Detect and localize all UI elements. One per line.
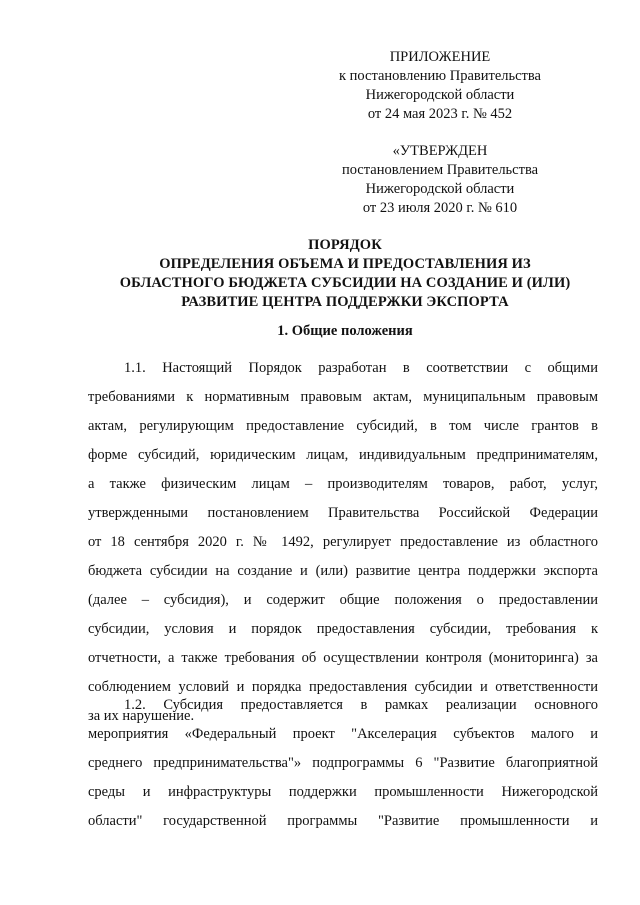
paragraph-line: требованиями к нормативным правовым актам, муниципальным правовым	[88, 389, 598, 405]
paragraph-line: 1.2. Субсидия предоставляется в рамках реализации основного	[124, 697, 598, 713]
paragraph-line: среднего предпринимательства"» подпрограммы 6 "Развитие благоприятной	[88, 755, 598, 771]
approved-region: Нижегородской области	[365, 181, 515, 197]
appendix-decree-ref: к постановлению Правительства	[339, 68, 541, 84]
paragraph-line: за их нарушение.	[88, 708, 195, 724]
title-line: РАЗВИТИЕ ЦЕНТРА ПОДДЕРЖКИ ЭКСПОРТА	[181, 294, 509, 310]
appendix-date-number: от 24 мая 2023 г. № 452	[367, 106, 513, 122]
paragraph-line: соблюдением условий и порядка предоставления субсидии и ответственности	[88, 679, 598, 695]
paragraph-line: отчетности, а также требования об осуществлении контроля (мониторинга) за	[88, 650, 598, 666]
approved-decree-ref: постановлением Правительства	[341, 162, 539, 178]
approved-block	[320, 142, 560, 218]
paragraph-line: бюджета субсидии на создание и (или) развитие центра поддержки экспорта	[88, 563, 598, 579]
approved-date-number: от 23 июля 2020 г. № 610	[362, 200, 518, 216]
section-heading: 1. Общие положения	[277, 323, 413, 339]
paragraph-line: форме субсидий, юридическим лицам, индивидуальным предпринимателям,	[88, 447, 598, 463]
appendix-block	[320, 48, 560, 124]
paragraph-line: субсидии, условия и порядок предоставления субсидии, требования к	[88, 621, 598, 637]
paragraph-line: актам, регулирующим предоставление субсидий, в том числе грантов в	[88, 418, 598, 434]
paragraph-line: среды и инфраструктуры поддержки промышленности Нижегородской	[88, 784, 598, 800]
paragraph-line: утвержденными постановлением Правительства Российской Федерации	[88, 505, 598, 521]
paragraph-line: мероприятия «Федеральный проект "Акселерация субъектов малого и	[88, 726, 598, 742]
paragraph-line: от 18 сентября 2020 г. № 1492, регулирует предоставление из областного	[88, 534, 598, 550]
approved-label: «УТВЕРЖДЕН	[392, 143, 488, 159]
title-line: ОПРЕДЕЛЕНИЯ ОБЪЕМА И ПРЕДОСТАВЛЕНИЯ ИЗ	[159, 256, 531, 272]
title-line: ПОРЯДОК	[308, 237, 382, 253]
paragraph-line: области" государственной программы "Развитие промышленности и	[88, 813, 598, 829]
appendix-label: ПРИЛОЖЕНИЕ	[389, 49, 491, 65]
paragraph-line: (далее – субсидия), и содержит общие положения о предоставлении	[88, 592, 598, 608]
appendix-region: Нижегородской области	[365, 87, 515, 103]
paragraph-line: а также физическим лицам – производителям товаров, работ, услуг,	[88, 476, 598, 492]
document-title	[60, 236, 630, 312]
paragraph-line: 1.1. Настоящий Порядок разработан в соответствии с общими	[124, 360, 598, 376]
title-line: ОБЛАСТНОГО БЮДЖЕТА СУБСИДИИ НА СОЗДАНИЕ И (ИЛИ)	[119, 275, 571, 291]
